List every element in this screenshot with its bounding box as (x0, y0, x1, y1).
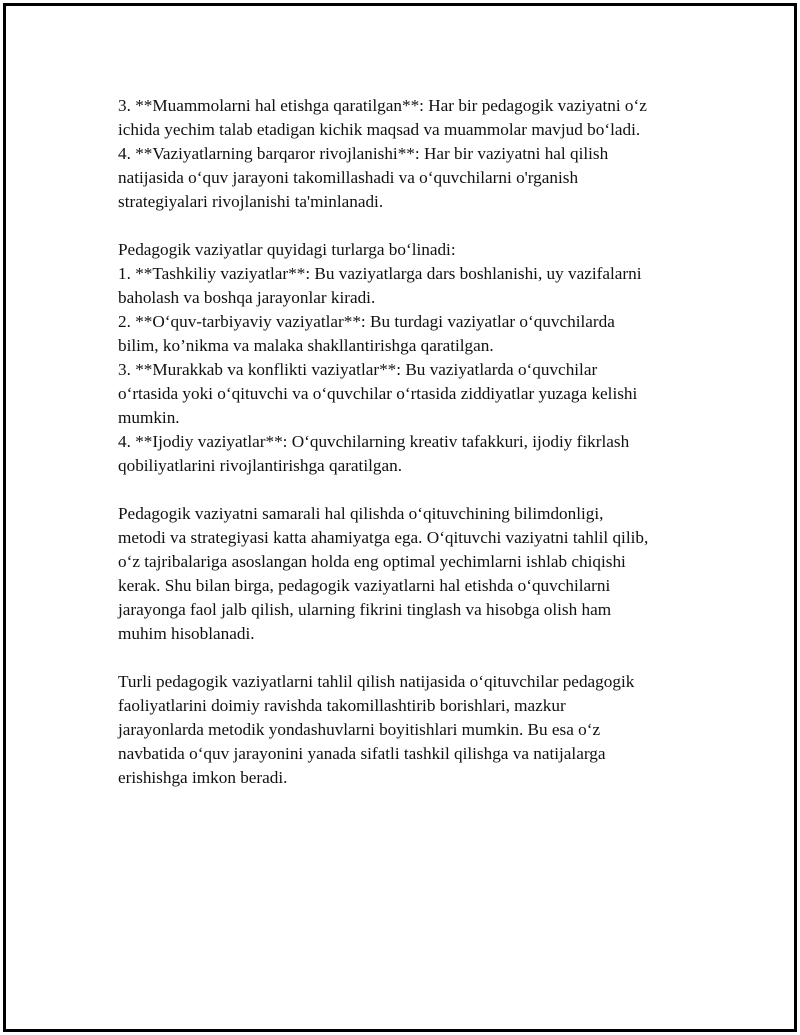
text-line: strategiyalari rivojlanishi ta'minlanadi. (118, 192, 384, 211)
text-line: muhim hisoblanadi. (118, 624, 255, 643)
text-line: qobiliyatlarini rivojlantirishga qaratilgan. (118, 456, 402, 475)
text-line: 4. **Ijodiy vaziyatlar**: O‘quvchilarning kreativ tafakkuri, ijodiy fikrlash (118, 432, 630, 451)
paragraph-conclusion (118, 670, 708, 790)
paragraph-types (118, 238, 708, 478)
paragraph-gap (118, 214, 708, 238)
text-line: Pedagogik vaziyatlar quyidagi turlarga bo‘linadi: (118, 240, 456, 259)
text-line: 1. **Tashkiliy vaziyatlar**: Bu vaziyatlarga dars boshlanishi, uy vazifalarni (118, 264, 642, 283)
paragraph-gap (118, 646, 708, 670)
text-line: 2. **O‘quv-tarbiyaviy vaziyatlar**: Bu turdagi vaziyatlar o‘quvchilarda (118, 312, 615, 331)
text-line: metodi va strategiyasi katta ahamiyatga ega. O‘qituvchi vaziyatni tahlil qilib, (118, 528, 649, 547)
text-line: faoliyatlarini doimiy ravishda takomillashtirib borishlari, mazkur (118, 696, 566, 715)
text-line: natijasida o‘quv jarayoni takomillashadi va o‘quvchilarni o'rganish (118, 168, 579, 187)
paragraph-gap (118, 478, 708, 502)
document-body (118, 94, 708, 790)
text-line: 3. **Murakkab va konflikti vaziyatlar**: Bu vaziyatlarda o‘quvchilar (118, 360, 598, 379)
text-line: kerak. Shu bilan birga, pedagogik vaziyatlarni hal etishda o‘quvchilarni (118, 576, 611, 595)
text-line: o‘z tajribalariga asoslangan holda eng optimal yechimlarni ishlab chiqishi (118, 552, 626, 571)
text-line: bilim, ko’nikma va malaka shakllantirishga qaratilgan. (118, 336, 494, 355)
text-line: jarayonga faol jalb qilish, ularning fikrini tinglash va hisobga olish ham (118, 600, 612, 619)
text-line: 4. **Vaziyatlarning barqaror rivojlanishi**: Har bir vaziyatni hal qilish (118, 144, 609, 163)
text-line: Turli pedagogik vaziyatlarni tahlil qilish natijasida o‘qituvchilar pedagogik (118, 672, 635, 691)
text-line: mumkin. (118, 408, 180, 427)
text-line: o‘rtasida yoki o‘qituvchi va o‘quvchilar o‘rtasida ziddiyatlar yuzaga kelishi (118, 384, 638, 403)
text-line: Pedagogik vaziyatni samarali hal qilishda o‘qituvchining bilimdonligi, (118, 504, 604, 523)
text-line: 3. **Muammolarni hal etishga qaratilgan**: Har bir pedagogik vaziyatni o‘z (118, 96, 647, 115)
text-line: ichida yechim talab etadigan kichik maqsad va muammolar mavjud bo‘ladi. (118, 120, 641, 139)
text-line: jarayonlarda metodik yondashuvlarni boyitishlari mumkin. Bu esa o‘z (118, 720, 601, 739)
text-line: erishishga imkon beradi. (118, 768, 288, 787)
text-line: baholash va boshqa jarayonlar kiradi. (118, 288, 376, 307)
paragraph-solving (118, 502, 708, 646)
text-line: navbatida o‘quv jarayonini yanada sifatli tashkil qilishga va natijalarga (118, 744, 606, 763)
paragraph-characteristics (118, 94, 708, 214)
